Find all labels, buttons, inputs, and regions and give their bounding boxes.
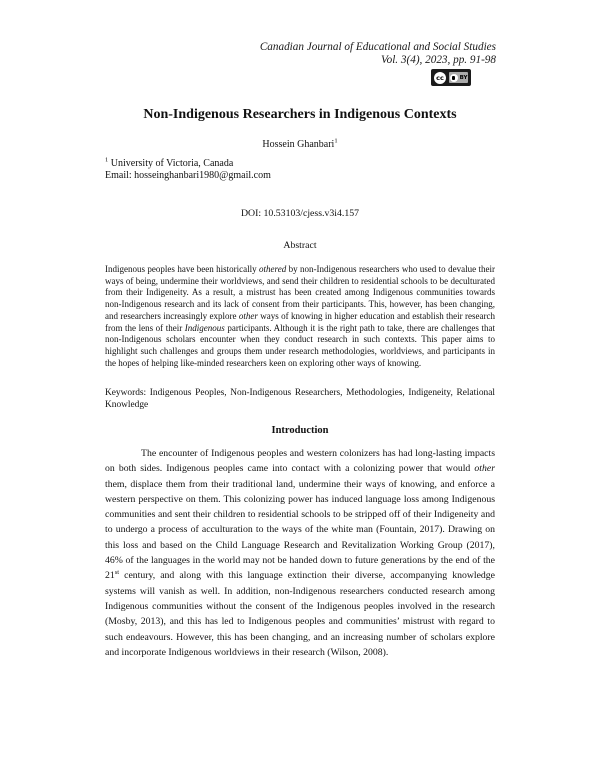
author-line [0,139,600,151]
volume-info: Vol. 3(4), 2023, pp. 91-98 [381,54,496,66]
creative-commons-icon: cc [434,72,446,84]
intro-superscript-st: st [114,569,120,577]
abstract-emphasis-othered: othered [259,264,287,274]
attribution-icon [449,72,468,83]
by-label: BY [459,74,468,81]
affiliation-marker: 1 [105,156,109,164]
author-affiliation-marker: 1 [334,137,338,145]
intro-part-1: The encounter of Indigenous peoples and western colonizers has had long-lasting impacts on both sides. Indigenous peoples came into contact with a colonizing power that would [105,448,495,475]
intro-part-3: century, and along with this language extinction their diverse, accompanying knowledge systems will vanish as well. In addition, non-Indigenous researchers conducted research among Indigenous communities without the consent of the Indigenous peoples involved in the research (Mosby, 2013), and this has led to Indigenous peoples and communities’ mistrust with regard to such endeavours. However, this has been changing, and an increasing number of scholars explore and incorporate Indigenous worldviews in their research (Wilson, 2008). [105,570,495,658]
abstract-part-1: Indigenous peoples have been historically [105,264,260,274]
abstract-heading: Abstract [283,240,317,251]
abstract-emphasis-other: other [238,310,258,321]
affiliation [105,158,271,170]
person-icon [450,74,458,82]
introduction-heading: Introduction [271,425,329,436]
abstract-part-4: participants. Although it is the right path to take, there are challenges that non-Indigenous scholars encounter when they conduct research in such contexts. This paper aims to highlight such challenges and groups them under research methodologies, worldviews, and participants in the hopes of helping like-minded researchers keen on exploring other ways of knowing. [105,322,495,368]
intro-emphasis-other: other [474,463,495,475]
keywords: Keywords: Indigenous Peoples, Non-Indigenous Researchers, Methodologies, Indigeneity, Relational Knowledge [105,388,495,410]
introduction-paragraph [105,446,495,660]
intro-part-2: them, displace them from their traditional land, undermine their ways of knowing, and enforce a western perspective on them. This colonizing power has induced language loss among Indigenous communities and sent their children to residential schools to be stripped off of their Indigeneity and to undergo a process of acculturation to the ways of the white man (Fountain, 2017). Drawing on this loss and based on the Child Language Research and Revitalization Working Group (2017), 46% of the languages in the world may not be handed down to future generations by the end of the 21 [105,478,495,582]
doi[interactable]: DOI: 10.53103/cjess.v3i4.157 [240,208,360,219]
journal-name: Canadian Journal of Educational and Social Studies [259,41,496,53]
article-title: Non-Indigenous Researchers in Indigenous Contexts [143,107,457,122]
abstract-text [105,264,495,369]
author-name: Hossein Ghanbari [262,139,335,150]
cc-by-license-badge[interactable] [431,69,471,86]
abstract-part-3: ways of knowing in higher education and establish their research from the lens of their [105,310,495,333]
abstract-part-2: by non-Indigenous researchers who used to devalue their ways of being, undermine their worldviews, and send their children to residential schools to be deculturated from their Indigeneity. As a result, a mistrust has been created among Indigenous communities towards non-Indigenous research and its lack of consent from their participants. This, however, has been changing, and researchers increasingly explore [105,264,495,321]
abstract-emphasis-indigenous: Indigenous [184,322,225,333]
affiliation-text: University of Victoria, Canada [108,158,234,169]
affiliation-block [105,158,271,182]
journal-header [260,41,496,67]
author-email[interactable]: Email: hosseinghanbari1980@gmail.com [105,170,271,181]
